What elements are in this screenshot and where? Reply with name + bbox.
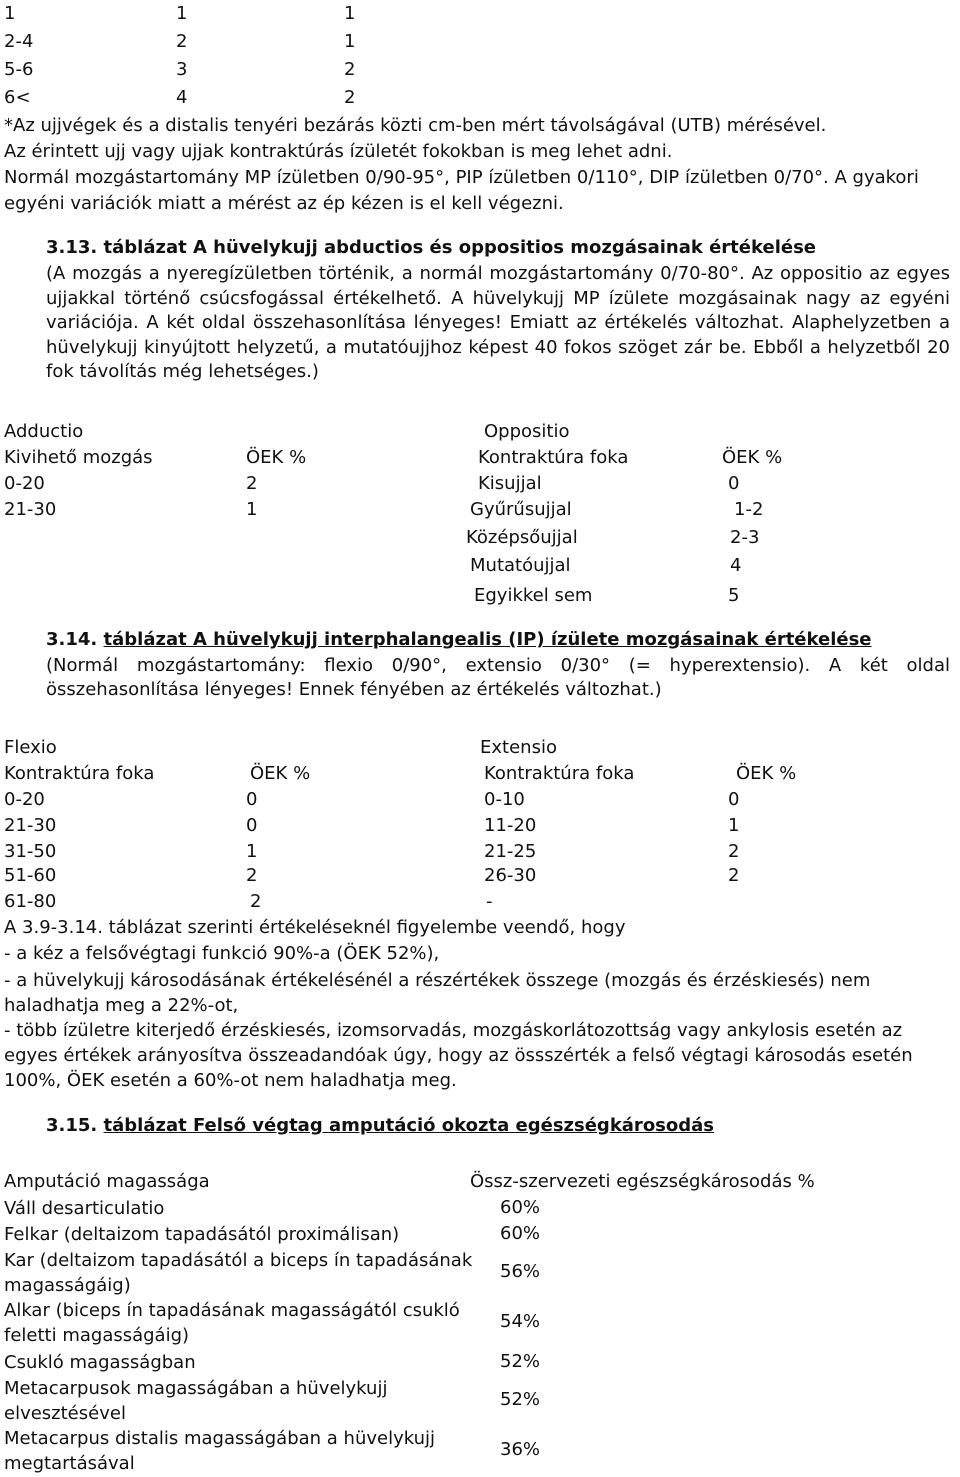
table-cell: 0 [728,789,740,810]
table-cell: Középsőujjal [466,527,578,548]
table-cell: 2 [246,473,258,494]
text-line: egyéni variációk miatt a mérést az ép kézen is el kell végezni. [4,193,564,214]
extensio-col-header: Kontraktúra foka [484,763,635,784]
extensio-col-header: ÖEK % [736,763,797,784]
table-cell: 51-60 [4,865,57,886]
table-cell: 5-6 [4,59,34,80]
table-row [4,1222,904,1248]
table-cell: 1 [176,3,188,24]
table-cell: 21-25 [484,841,537,862]
table-cell: Mutatóujjal [470,555,571,576]
table-cell: 0 [246,789,258,810]
table-cell: Egyikkel sem [474,585,593,606]
table-cell: 0-20 [4,789,45,810]
table-row [4,1376,904,1428]
table-cell: 21-30 [4,815,57,836]
table-cell: 4 [730,555,742,576]
table-314-title-text: táblázat A hüvelykujj interphalangealis (IP) ízülete mozgásainak értékelése [103,629,872,650]
table-313-title: 3.13. táblázat A hüvelykujj abductios és oppositios mozgásainak értékelése [46,237,816,258]
amputation-percent: 36% [500,1439,541,1460]
table-315-title-text: táblázat Felső végtag amputáció okozta egészségkárosodás [103,1115,715,1136]
table-cell: 1 [344,31,356,52]
amputation-level: Váll desarticulatio [4,1198,165,1219]
flexio-col-header: ÖEK % [250,763,311,784]
flexio-col-header: Kontraktúra foka [4,763,155,784]
table-315-title [46,1114,714,1138]
table-cell: 2 [728,865,740,886]
text-line: *Az ujjvégek és a distalis tenyéri bezárás közti cm-ben mért távolságával (UTB) mérésével. [4,115,827,136]
table-cell: 31-50 [4,841,57,862]
table-314-title [46,628,872,652]
table-cell: 4 [176,87,188,108]
table-cell: 0 [246,815,258,836]
table-cell: 0-10 [484,789,525,810]
table-cell: Gyűrűsujjal [470,499,572,520]
amputation-col-header: Amputáció magassága [4,1171,210,1192]
table-cell: Kisujjal [478,473,542,494]
amputation-percent: 52% [500,1351,541,1372]
amputation-level: Metacarpus distalis magasságában a hüvelykujj megtartásával [4,1428,436,1474]
amputation-percent: 60% [500,1197,541,1218]
table-cell: 61-80 [4,891,57,912]
amputation-level: Kar (deltaizom tapadásától a biceps ín tapadásának magasságáig) [4,1250,473,1296]
oppositio-col-header: Kontraktúra foka [478,447,629,468]
table-cell: 2 [728,841,740,862]
table-cell: 2 [344,87,356,108]
table-cell: 1-2 [734,499,764,520]
amputation-col-header: Össz-szervezeti egészségkárosodás % [470,1171,815,1192]
table-cell: 3 [176,59,188,80]
amputation-level: Felkar (deltaizom tapadásától proximálisan) [4,1224,400,1245]
table-cell: 1 [728,815,740,836]
table-cell: 1 [344,3,356,24]
table-cell: 0 [728,473,740,494]
adductio-col-header: ÖEK % [246,447,307,468]
table-cell: 21-30 [4,499,57,520]
amputation-percent: 60% [500,1223,541,1244]
table-cell: 1 [246,841,258,862]
table-cell: 2 [250,891,262,912]
notes-item: - a hüvelykujj károsodásának értékelésénél a részértékek összege (mozgás és érzéskiesés) nem haladhatja meg a 22%-ot, [4,970,871,1016]
table-cell: 1 [246,499,258,520]
table-cell: 6< [4,87,31,108]
table-314-number: 3.14. [46,629,104,650]
text-line: Normál mozgástartomány MP ízületben 0/90-95°, PIP ízületben 0/110°, DIP ízületben 0/70°. A gyakori [4,167,919,188]
notes-lead: A 3.9-3.14. táblázat szerinti értékeléseknél figyelembe veendő, hogy [4,917,626,938]
table-cell: - [486,891,493,912]
table-cell: 2 [246,865,258,886]
oppositio-heading: Oppositio [484,421,570,442]
table-row [4,1350,904,1376]
table-cell: 26-30 [484,865,537,886]
table-row [4,1426,904,1476]
table-cell: 0-20 [4,473,45,494]
table-cell: 2 [176,31,188,52]
table-cell: 11-20 [484,815,537,836]
flexio-heading: Flexio [4,737,57,758]
table-315-number: 3.15. [46,1115,104,1136]
table-cell: 5 [728,585,740,606]
adductio-heading: Adductio [4,421,84,442]
amputation-percent: 54% [500,1311,541,1332]
amputation-level: Alkar (biceps ín tapadásának magasságától csukló feletti magasságáig) [4,1300,460,1346]
notes-item: - a kéz a felsővégtagi funkció 90%-a (ÖEK 52%), [4,943,440,964]
table-row [4,1248,904,1300]
oppositio-col-header: ÖEK % [722,447,783,468]
extensio-heading: Extensio [480,737,557,758]
table-cell: 2-4 [4,31,34,52]
amputation-level: Csukló magasságban [4,1352,196,1373]
notes-item: - több ízületre kiterjedő érzéskiesés, izomsorvadás, mozgáskorlátozottság vagy ankylosis esetén az egyes értékek arányosítva összeadandóak úgy, hogy az össszérték a felső végtagi károsodás esetén 100%, ÖEK esetén a 60%-ot nem haladhatja meg. [4,1020,913,1091]
amputation-percent: 52% [500,1389,541,1410]
table-313-description: (A mozgás a nyeregízületben történik, a normál mozgástartomány 0/70-80°. Az oppositio az egyes ujjakkal történő csúcsfogással értékelhető. A hüvelykujj MP ízülete mozgásainak nagy az egyéni variációja. A két oldal összehasonlítása lényeges! Emiatt az értékelés változhat. Alaphelyzetben a hüvelykujj kinyújtott helyzetű, a mutatóujjhoz képest 40 fokos szöget zár be. Ebből a helyzetből 20 fok távolítás még lehetséges.) [46,263,950,382]
adductio-col-header: Kivihető mozgás [4,447,153,468]
table-row [4,1298,904,1350]
amputation-level: Metacarpusok magasságában a hüvelykujj elvesztésével [4,1378,388,1424]
table-cell: 2-3 [730,527,760,548]
text-line: Az érintett ujj vagy ujjak kontraktúrás ízületét fokokban is meg lehet adni. [4,141,673,162]
amputation-percent: 56% [500,1261,541,1282]
table-314-description: (Normál mozgástartomány: flexio 0/90°, extensio 0/30° (= hyperextensio). A két oldal összehasonlítása lényeges! Ennek fényében az értékelés változhat.) [46,655,950,700]
table-cell: 2 [344,59,356,80]
table-cell: 1 [4,3,16,24]
table-row [4,1196,904,1222]
